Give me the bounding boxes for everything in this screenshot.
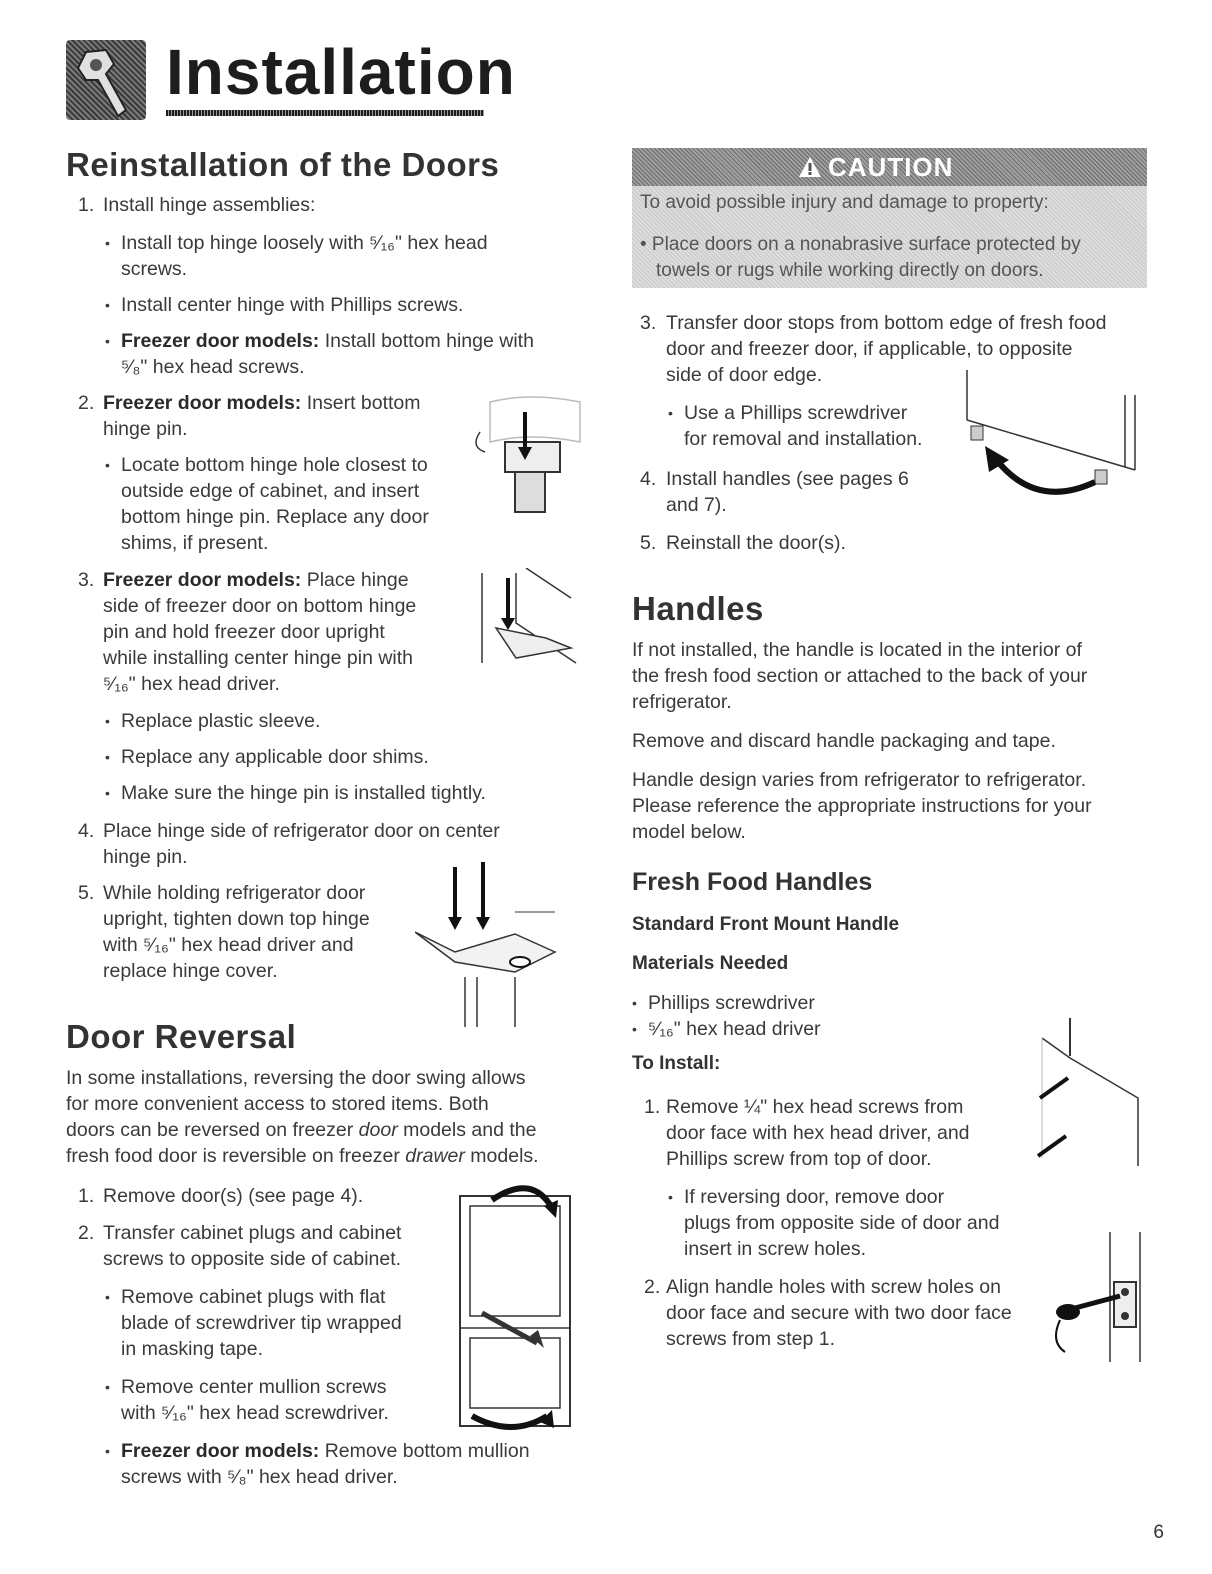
page-number: 6	[1153, 1522, 1164, 1543]
bullet-item: • Install top hinge loosely with ⁵⁄₁₆" hex head	[121, 230, 488, 256]
bullet-item: • Make sure the hinge pin is installed tightly.	[121, 780, 486, 806]
step-number: 1.	[78, 1185, 95, 1207]
freezer-door-figure	[476, 568, 586, 668]
step-number: 2.	[78, 392, 95, 414]
step-continuation: door and freezer door, if applicable, to opposite	[666, 338, 1073, 360]
reinstall-heading: Reinstallation of the Doors	[66, 146, 500, 183]
step-text: Freezer door models: Place hinge	[103, 569, 409, 591]
title-rule	[166, 110, 484, 116]
standard-mount-heading: Standard Front Mount Handle	[632, 914, 900, 935]
step-text: Reinstall the door(s).	[666, 532, 846, 554]
step-continuation: hinge pin.	[103, 846, 188, 868]
step-text: Install hinge assemblies:	[103, 194, 316, 216]
bullet-continuation: screws.	[121, 258, 188, 280]
handles-heading: Handles	[632, 590, 764, 627]
bullet-continuation: screws with ⁵⁄₈" hex head driver.	[121, 1466, 398, 1488]
warning-icon	[798, 156, 822, 178]
paragraph-line: Remove and discard handle packaging and tape.	[632, 730, 1056, 752]
step-continuation: with ⁵⁄₁₆" hex head driver and	[103, 934, 354, 956]
bullet-item: • Phillips screwdriver	[648, 990, 815, 1016]
step-number: 1.	[644, 1096, 661, 1118]
bullet-item: • Install center hinge with Phillips screws.	[121, 292, 463, 318]
paragraph-line: Please reference the appropriate instructions for your	[632, 795, 1092, 817]
bullet-item: • Use a Phillips screwdriver	[684, 400, 907, 426]
page-title: Installation	[166, 36, 516, 108]
step-text: Freezer door models: Insert bottom	[103, 392, 421, 414]
bullet-item: • If reversing door, remove door	[684, 1184, 944, 1210]
step-number: 2.	[644, 1276, 661, 1298]
step-number: 3.	[78, 569, 95, 591]
bullet-item: • ⁵⁄₁₆" hex head driver	[648, 1016, 821, 1042]
step-number: 3.	[640, 312, 657, 334]
caution-box	[632, 148, 1147, 288]
step-continuation: Phillips screw from top of door.	[666, 1148, 932, 1170]
step-text: Install handles (see pages 6	[666, 468, 909, 490]
paragraph-line: the fresh food section or attached to the back of your	[632, 665, 1088, 687]
step-text: Place hinge side of refrigerator door on center	[103, 820, 500, 842]
step-continuation: screws from step 1.	[666, 1328, 836, 1350]
step-continuation: and 7).	[666, 494, 727, 516]
door-face-figure	[1030, 1018, 1145, 1168]
step-continuation: door face with hex head driver, and	[666, 1122, 970, 1144]
page-header	[66, 22, 516, 132]
bullet-continuation: bottom hinge pin. Replace any door	[121, 506, 429, 528]
bullet-item: • Freezer door models: Install bottom hinge with	[121, 328, 534, 354]
step-text: Remove door(s) (see page 4).	[103, 1185, 364, 1207]
wrench-icon	[66, 40, 146, 120]
step-continuation: ⁵⁄₁₆" hex head driver.	[103, 673, 280, 695]
intro-line: for more convenient access to stored items. Both	[66, 1093, 489, 1115]
paragraph-line: model below.	[632, 821, 746, 843]
step-number: 4.	[78, 820, 95, 842]
step-text: While holding refrigerator door	[103, 882, 366, 904]
door-reversal-heading: Door Reversal	[66, 1018, 297, 1055]
step-number: 5.	[640, 532, 657, 554]
bullet-item: • Freezer door models: Remove bottom mullion	[121, 1438, 530, 1464]
bullet-continuation: plugs from opposite side of door and	[684, 1212, 1000, 1234]
caution-title: CAUTION	[828, 152, 954, 182]
bullet-item: • Replace any applicable door shims.	[121, 744, 429, 770]
paragraph-line: If not installed, the handle is located in the interior of	[632, 639, 1082, 661]
intro-line: fresh food door is reversible on freezer drawer models.	[66, 1145, 539, 1167]
bullet-item: • Replace plastic sleeve.	[121, 708, 320, 734]
step-number: 2.	[78, 1222, 95, 1244]
paragraph-line: refrigerator.	[632, 691, 732, 713]
caution-header	[632, 148, 1147, 186]
step-text: Transfer door stops from bottom edge of fresh food	[666, 312, 1107, 334]
step-text: Remove ¼" hex head screws from	[666, 1096, 964, 1118]
caution-line: • Place doors on a nonabrasive surface protected by	[640, 234, 1081, 255]
bullet-continuation: blade of screwdriver tip wrapped	[121, 1312, 402, 1334]
caution-line: To avoid possible injury and damage to property:	[640, 192, 1049, 213]
cabinet-figure	[452, 1178, 582, 1438]
step-continuation: side of freezer door on bottom hinge	[103, 595, 417, 617]
step-continuation: while installing center hinge pin with	[103, 647, 414, 669]
intro-line: In some installations, reversing the door swing allows	[66, 1067, 526, 1089]
step-text: Transfer cabinet plugs and cabinet	[103, 1222, 402, 1244]
bullet-continuation: insert in screw holes.	[684, 1238, 867, 1260]
paragraph-line: Handle design varies from refrigerator to refrigerator.	[632, 769, 1087, 791]
handle-install-figure	[1040, 1232, 1145, 1362]
step-continuation: side of door edge.	[666, 364, 823, 386]
bullet-item: • Remove cabinet plugs with flat	[121, 1284, 385, 1310]
bullet-continuation: in masking tape.	[121, 1338, 263, 1360]
caution-line: towels or rugs while working directly on doors.	[656, 260, 1044, 281]
step-continuation: replace hinge cover.	[103, 960, 278, 982]
intro-line: doors can be reversed on freezer door models and the	[66, 1119, 537, 1141]
step-number: 1.	[78, 194, 95, 216]
step-continuation: screws to opposite side of cabinet.	[103, 1248, 402, 1270]
step-continuation: pin and hold freezer door upright	[103, 621, 385, 643]
bullet-continuation: with ⁵⁄₁₆" hex head screwdriver.	[121, 1402, 389, 1424]
bullet-continuation: outside edge of cabinet, and insert	[121, 480, 420, 502]
top-hinge-figure	[415, 862, 565, 1032]
step-continuation: upright, tighten down top hinge	[103, 908, 370, 930]
bullet-item: • Remove center mullion screws	[121, 1374, 387, 1400]
bullet-continuation: for removal and installation.	[684, 428, 923, 450]
bullet-continuation: shims, if present.	[121, 532, 269, 554]
step-continuation: door face and secure with two door face	[666, 1302, 1012, 1324]
bullet-item: • Locate bottom hinge hole closest to	[121, 452, 428, 478]
bottom-hinge-figure	[470, 392, 585, 522]
fresh-food-handles-heading: Fresh Food Handles	[632, 868, 873, 896]
materials-heading: Materials Needed	[632, 953, 789, 974]
step-number: 5.	[78, 882, 95, 904]
bullet-continuation: ⁵⁄₈" hex head screws.	[121, 356, 305, 378]
step-text: Align handle holes with screw holes on	[666, 1276, 1001, 1298]
step-continuation: hinge pin.	[103, 418, 188, 440]
door-stop-figure	[955, 370, 1145, 510]
step-number: 4.	[640, 468, 657, 490]
to-install-heading: To Install:	[632, 1053, 721, 1074]
